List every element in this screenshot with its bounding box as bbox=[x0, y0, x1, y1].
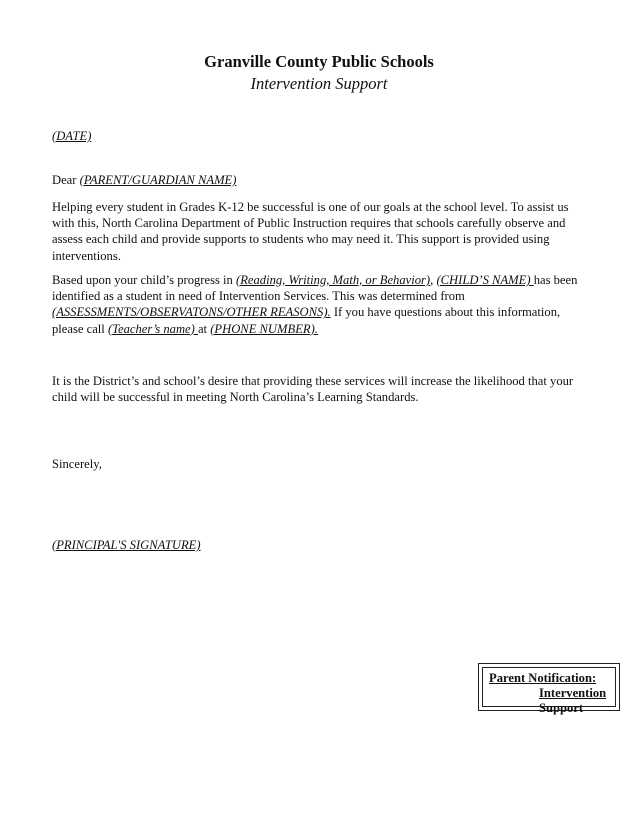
salutation-text: Dear bbox=[52, 173, 80, 187]
paragraph-line bbox=[52, 321, 584, 337]
school-district-title: Granville County Public Schools bbox=[204, 52, 434, 71]
paragraph-line: child will be successful in meeting North Carolina’s Learning Standards. bbox=[52, 390, 419, 405]
notification-label: Parent Notification: bbox=[489, 671, 597, 685]
progress-text: at bbox=[197, 321, 211, 336]
parent-name-placeholder: (PARENT/GUARDIAN NAME) bbox=[79, 173, 237, 187]
notification-type-line2: Support bbox=[539, 701, 584, 715]
paragraph-line: with this, North Carolina Department of Public Instruction requires that schools carefully observe and bbox=[52, 216, 566, 231]
child-name-placeholder: (CHILD’S NAME) bbox=[436, 273, 534, 287]
teacher-name-placeholder: (Teacher’s name) bbox=[107, 321, 198, 336]
signature-line bbox=[52, 537, 201, 553]
progress-text: please call bbox=[52, 321, 108, 336]
closing-line: Sincerely, bbox=[52, 457, 102, 471]
principal-signature-placeholder: (PRINCIPAL'S SIGNATURE) bbox=[52, 538, 201, 552]
date-line bbox=[52, 128, 91, 144]
document-subtitle: Intervention Support bbox=[250, 74, 388, 93]
reasons-placeholder: (ASSESSMENTS/OBSERVATONS/OTHER REASONS). bbox=[52, 305, 331, 320]
parent-notification-box bbox=[478, 663, 620, 715]
notification-type-line1: Intervention bbox=[539, 686, 607, 700]
parent-notification-inner-border bbox=[482, 667, 616, 715]
progress-text: If you have questions about this information, bbox=[330, 305, 561, 320]
paragraph-line: identified as a student in need of Intervention Services. This was determined from bbox=[52, 289, 465, 304]
subject-area-placeholder: (Reading, Writing, Math, or Behavior) bbox=[236, 273, 431, 287]
paragraph-district-desire bbox=[52, 373, 584, 405]
separator-text: , bbox=[430, 273, 437, 287]
phone-number-placeholder: (PHONE NUMBER). bbox=[210, 321, 318, 336]
paragraph-line: assess each child and provide supports to students who may need it. This support is provided using bbox=[52, 232, 550, 247]
paragraph-intro bbox=[52, 199, 584, 264]
salutation-line bbox=[52, 172, 236, 188]
paragraph-progress bbox=[52, 272, 584, 337]
paragraph-line bbox=[52, 272, 584, 288]
paragraph-line bbox=[52, 304, 584, 320]
date-placeholder: (DATE) bbox=[52, 129, 92, 143]
progress-text: has been bbox=[533, 273, 578, 287]
progress-text: Based upon your child’s progress in bbox=[52, 273, 236, 287]
paragraph-line: Helping every student in Grades K-12 be successful is one of our goals at the school level. To assist us bbox=[52, 200, 569, 214]
paragraph-line: It is the District’s and school’s desire that providing these services will increase the likelihood that your bbox=[52, 374, 574, 388]
paragraph-line: interventions. bbox=[52, 248, 121, 263]
